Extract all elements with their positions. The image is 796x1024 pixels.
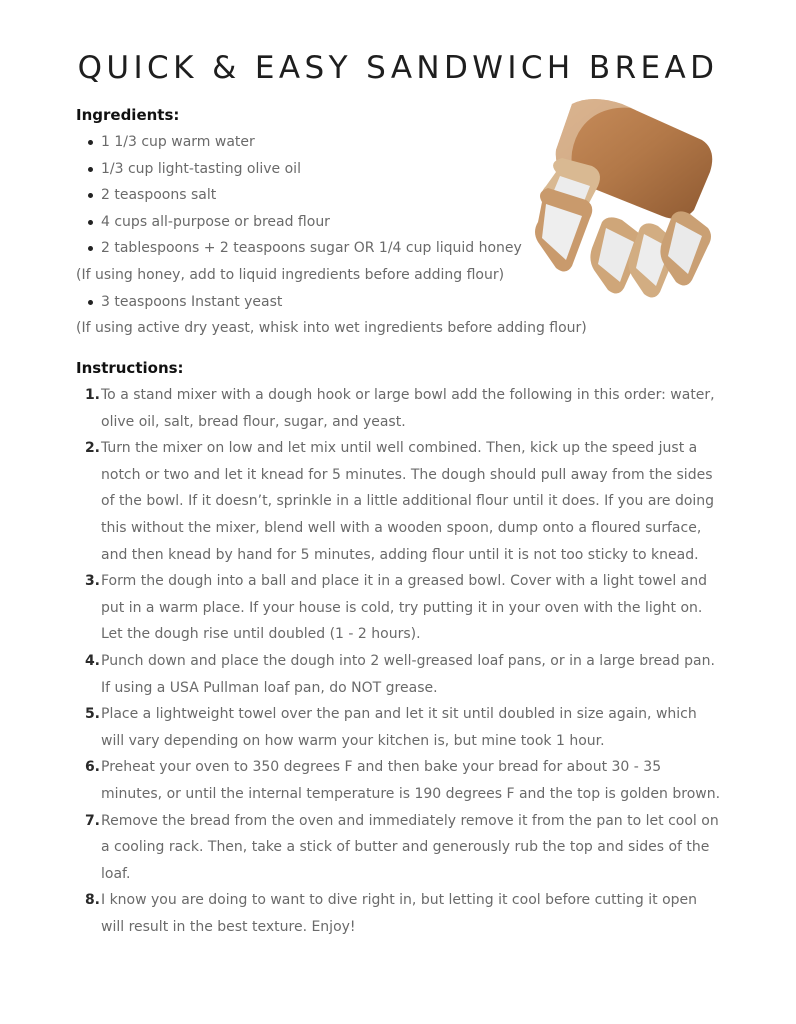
ingredients-list [0, 129, 587, 342]
ingredient-item: 1/3 cup light-tasting olive oil [0, 156, 587, 183]
step-number: 6. [84, 759, 100, 776]
step-number: 3. [84, 573, 100, 590]
step-text: Place a lightweight towel over the pan and let it sit until doubled in size again, which will vary depending on how warm your kitchen is, but mine took 1 hour. [101, 706, 697, 749]
step-text: Remove the bread from the oven and immediately remove it from the pan to let cool on a cooling rack. Then, take a stick of butter and generously rub the top and sides of the loaf. [101, 812, 719, 882]
ingredient-item: 3 teaspoons Instant yeast [0, 289, 587, 316]
ingredient-note: (If using honey, add to liquid ingredients before adding flour) [76, 266, 505, 283]
instruction-step [0, 382, 721, 435]
bread-loaf-image [532, 92, 722, 304]
step-number: 4. [84, 652, 100, 669]
step-number: 8. [84, 892, 100, 909]
step-number: 1. [84, 387, 100, 403]
instruction-step [0, 754, 721, 807]
step-text: Turn the mixer on low and let mix until well combined. Then, kick up the speed just a notch or two and let it knead for 5 minutes. The dough should pull away from the sides of the bowl. If it doesn’t, sprinkle in a little additional flour until it does. If you are doing this without the mixer, blend well with a wooden spoon, dump onto a floured surface, and then knead by hand for 5 minutes, adding flour until it is not too sticky to knead. [101, 440, 715, 563]
step-number: 2. [84, 440, 100, 457]
step-text: I know you are doing to want to dive right in, but letting it cool before cutting it open will result in the best texture. Enjoy! [101, 892, 698, 935]
ingredient-item: 2 teaspoons salt [0, 182, 587, 209]
ingredient-item: 4 cups all-purpose or bread flour [0, 209, 587, 236]
step-text: Punch down and place the dough into 2 well-greased loaf pans, or in a large bread pan. If using a USA Pullman loaf pan, do NOT grease. [101, 652, 715, 696]
step-text: Preheat your oven to 350 degrees F and then bake your bread for about 30 - 35 minutes, or until the internal temperature is 190 degrees F and the top is golden brown. [101, 759, 721, 802]
instruction-step [0, 808, 721, 888]
step-text: Form the dough into a ball and place it in a greased bowl. Cover with a light towel and put in a warm place. If your house is cold, try putting it in your oven with the light on. Let the dough rise until doubled (1 - 2 hours). [101, 573, 708, 643]
instructions-heading: Instructions: [76, 359, 184, 377]
ingredient-note: (If using active dry yeast, whisk into wet ingredients before adding flour) [76, 320, 587, 337]
instruction-step [0, 568, 721, 648]
instruction-step [0, 435, 721, 568]
ingredient-item: 1 1/3 cup warm water [0, 129, 587, 156]
ingredient-item: 2 tablespoons + 2 teaspoons sugar OR 1/4 cup liquid honey [0, 235, 587, 262]
instructions-list [0, 382, 721, 940]
step-number: 5. [84, 706, 100, 723]
page-title: QUICK & EASY SANDWICH BREAD [77, 50, 719, 86]
instruction-step [0, 887, 721, 940]
step-text: To a stand mixer with a dough hook or large bowl add the following in this order: water, olive oil, salt, bread flour, sugar, and yeast. [101, 387, 715, 430]
instruction-step [0, 648, 721, 701]
instruction-step [0, 701, 721, 754]
ingredients-heading: Ingredients: [76, 106, 180, 124]
step-number: 7. [84, 812, 100, 829]
